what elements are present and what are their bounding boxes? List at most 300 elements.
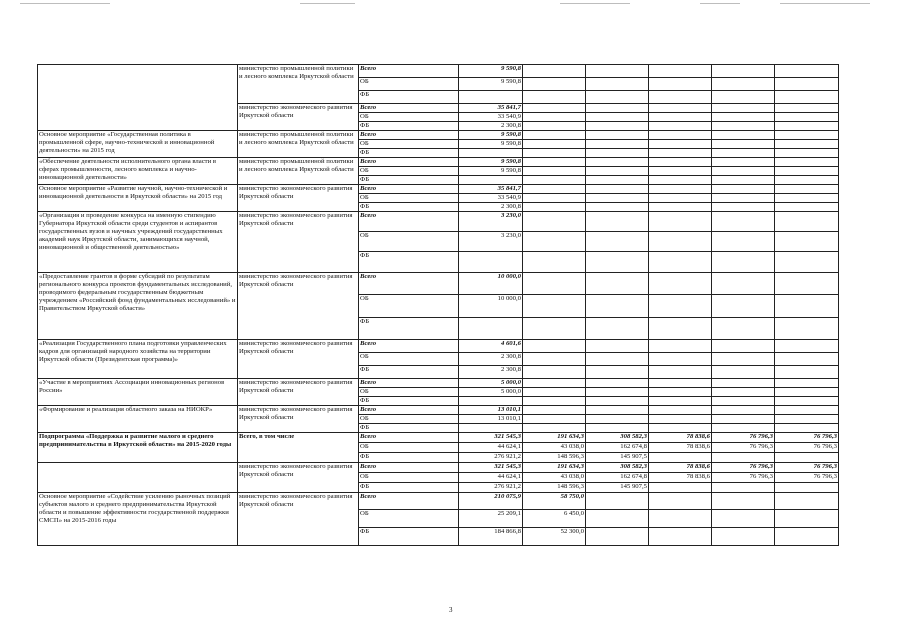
table-row: [38, 212, 839, 232]
activity-name: [38, 65, 238, 131]
amount-cell: [712, 415, 775, 424]
amount-cell: [523, 203, 586, 212]
amount-cell: [586, 397, 649, 406]
activity-name: «Предоставление грантов в форме субсидий по результатам регионального конкурса проектов фундаментальных исследований, проводимого федеральным государственным бюджетным учреждением «Российский фонд фундаментальных исследований» и Правительством Иркутской области»: [38, 273, 238, 340]
amount-cell: [523, 212, 586, 232]
funding-source: ФБ: [359, 149, 459, 158]
amount-cell: [523, 176, 586, 185]
amount-cell: [649, 176, 712, 185]
amount-cell: [649, 113, 712, 122]
amount-cell: [523, 194, 586, 203]
activity-name: [38, 463, 238, 493]
amount-cell: 308 582,3: [586, 433, 649, 443]
amount-cell: [712, 273, 775, 295]
amount-cell: [523, 167, 586, 176]
amount-cell: 321 545,3: [459, 433, 523, 443]
amount-cell: 44 624,1: [459, 443, 523, 453]
amount-cell: 9 590,8: [459, 167, 523, 176]
amount-cell: 76 796,3: [775, 463, 839, 473]
activity-name: «Организация и проведение конкурса на именную стипендию Губернатора Иркутской области среди студентов и аспирантов государственных вузов и научных учреждений государственных академий наук Иркутской области, занимающихся научной, инновационной и общественной деятельностью»: [38, 212, 238, 273]
amount-cell: [712, 91, 775, 104]
amount-cell: [649, 366, 712, 379]
funding-source: ФБ: [359, 397, 459, 406]
amount-cell: 9 590,8: [459, 140, 523, 149]
amount-cell: [712, 366, 775, 379]
amount-cell: [649, 65, 712, 78]
amount-cell: [775, 167, 839, 176]
amount-cell: [775, 493, 839, 510]
funding-source: Всего: [359, 406, 459, 415]
amount-cell: [775, 113, 839, 122]
amount-cell: 43 038,0: [523, 443, 586, 453]
amount-cell: [649, 252, 712, 273]
amount-cell: [523, 185, 586, 194]
amount-cell: [586, 203, 649, 212]
amount-cell: [649, 379, 712, 388]
funding-source: Всего: [359, 158, 459, 167]
budget-table: [37, 64, 839, 546]
amount-cell: [712, 149, 775, 158]
amount-cell: [586, 295, 649, 318]
amount-cell: [712, 379, 775, 388]
amount-cell: [775, 295, 839, 318]
amount-cell: [649, 415, 712, 424]
amount-cell: [523, 353, 586, 366]
amount-cell: [712, 122, 775, 131]
funding-source: ФБ: [359, 424, 459, 433]
amount-cell: 78 838,6: [649, 463, 712, 473]
funding-source: ФБ: [359, 122, 459, 131]
amount-cell: [586, 406, 649, 415]
funding-source: ФБ: [359, 252, 459, 273]
activity-name: «Обеспечение деятельности исполнительного органа власти в сферах промышленности, лесного комплекса и научно-инновационной деятельности»: [38, 158, 238, 185]
amount-cell: [459, 91, 523, 104]
amount-cell: [712, 295, 775, 318]
funding-source: ОБ: [359, 353, 459, 366]
funding-source: ОБ: [359, 194, 459, 203]
amount-cell: [775, 203, 839, 212]
amount-cell: 58 750,0: [523, 493, 586, 510]
amount-cell: [523, 318, 586, 340]
amount-cell: 308 582,3: [586, 463, 649, 473]
amount-cell: [712, 453, 775, 463]
funding-source: Всего: [359, 340, 459, 353]
activity-name: «Участие в мероприятиях Ассоциации инновационных регионов России»: [38, 379, 238, 406]
amount-cell: 276 921,2: [459, 483, 523, 493]
amount-cell: [649, 167, 712, 176]
amount-cell: [459, 149, 523, 158]
amount-cell: 13 010,1: [459, 415, 523, 424]
amount-cell: [649, 510, 712, 528]
funding-source: Всего: [359, 104, 459, 113]
funding-source: Всего: [359, 65, 459, 78]
amount-cell: 25 209,1: [459, 510, 523, 528]
amount-cell: 6 450,0: [523, 510, 586, 528]
amount-cell: [775, 366, 839, 379]
amount-cell: 3 230,0: [459, 212, 523, 232]
amount-cell: [649, 158, 712, 167]
amount-cell: [586, 131, 649, 140]
amount-cell: 76 796,3: [712, 463, 775, 473]
table-row: [38, 340, 839, 353]
amount-cell: [775, 424, 839, 433]
amount-cell: [523, 122, 586, 131]
amount-cell: [523, 366, 586, 379]
amount-cell: 76 796,3: [712, 443, 775, 453]
amount-cell: [586, 194, 649, 203]
funding-source: ОБ: [359, 443, 459, 453]
amount-cell: [712, 252, 775, 273]
activity-name: Основное мероприятие «Содействие усилению рыночных позиций субъектов малого и среднего предпринимательства Иркутской области и повышение эффективности государственной поддержки СМСП» на 2015-2016 годы: [38, 493, 238, 546]
amount-cell: [712, 194, 775, 203]
amount-cell: [712, 232, 775, 252]
funding-source: ОБ: [359, 473, 459, 483]
funding-source: ОБ: [359, 415, 459, 424]
amount-cell: [775, 252, 839, 273]
amount-cell: [523, 379, 586, 388]
amount-cell: [775, 397, 839, 406]
amount-cell: [586, 528, 649, 546]
amount-cell: [712, 113, 775, 122]
amount-cell: [649, 406, 712, 415]
amount-cell: 191 634,3: [523, 463, 586, 473]
responsible-executor: министерство экономического развития Иркутской области: [238, 273, 359, 340]
funding-source: ОБ: [359, 167, 459, 176]
amount-cell: 76 796,3: [775, 433, 839, 443]
responsible-executor: министерство экономического развития Иркутской области: [238, 185, 359, 212]
amount-cell: [712, 185, 775, 194]
amount-cell: 33 540,9: [459, 194, 523, 203]
responsible-executor: министерство экономического развития Иркутской области: [238, 406, 359, 433]
amount-cell: 35 841,7: [459, 185, 523, 194]
amount-cell: [775, 212, 839, 232]
amount-cell: [775, 232, 839, 252]
amount-cell: [649, 353, 712, 366]
amount-cell: [775, 379, 839, 388]
funding-source: Всего: [359, 433, 459, 443]
amount-cell: [586, 366, 649, 379]
amount-cell: [775, 388, 839, 397]
amount-cell: [586, 158, 649, 167]
amount-cell: [523, 91, 586, 104]
amount-cell: [775, 185, 839, 194]
amount-cell: [712, 131, 775, 140]
amount-cell: [523, 406, 586, 415]
amount-cell: 13 010,1: [459, 406, 523, 415]
amount-cell: 148 596,3: [523, 453, 586, 463]
amount-cell: 5 000,0: [459, 388, 523, 397]
funding-source: Всего: [359, 212, 459, 232]
responsible-executor: министерство экономического развития Иркутской области: [238, 340, 359, 379]
amount-cell: [775, 273, 839, 295]
amount-cell: [586, 65, 649, 78]
amount-cell: 321 545,3: [459, 463, 523, 473]
responsible-executor: министерство экономического развития Иркутской области: [238, 212, 359, 273]
amount-cell: [586, 232, 649, 252]
amount-cell: [586, 78, 649, 91]
amount-cell: [775, 176, 839, 185]
amount-cell: [649, 340, 712, 353]
amount-cell: 210 075,9: [459, 493, 523, 510]
funding-source: ОБ: [359, 140, 459, 149]
amount-cell: [775, 65, 839, 78]
funding-source: ОБ: [359, 510, 459, 528]
responsible-executor: министерство экономического развития Иркутской области: [238, 379, 359, 406]
funding-source: ОБ: [359, 295, 459, 318]
amount-cell: [586, 104, 649, 113]
funding-source: ОБ: [359, 113, 459, 122]
amount-cell: [649, 483, 712, 493]
amount-cell: [775, 528, 839, 546]
amount-cell: [649, 273, 712, 295]
table-row: [38, 493, 839, 510]
amount-cell: [649, 232, 712, 252]
amount-cell: [523, 104, 586, 113]
amount-cell: [712, 318, 775, 340]
amount-cell: [523, 397, 586, 406]
amount-cell: [586, 388, 649, 397]
funding-source: ФБ: [359, 176, 459, 185]
amount-cell: [775, 131, 839, 140]
activity-name: «Реализация Государственного плана подготовки управленческих кадров для организаций народного хозяйства на территории Иркутской области (Президентская программа)»: [38, 340, 238, 379]
budget-table-body: [38, 65, 839, 546]
funding-source: ФБ: [359, 453, 459, 463]
amount-cell: [649, 91, 712, 104]
funding-source: Всего: [359, 463, 459, 473]
table-row: [38, 65, 839, 78]
amount-cell: 76 796,3: [775, 473, 839, 483]
amount-cell: [586, 149, 649, 158]
amount-cell: 78 838,6: [649, 473, 712, 483]
amount-cell: [775, 483, 839, 493]
amount-cell: 2 300,8: [459, 122, 523, 131]
amount-cell: [523, 424, 586, 433]
amount-cell: [459, 424, 523, 433]
amount-cell: [775, 453, 839, 463]
amount-cell: [649, 149, 712, 158]
funding-source: ФБ: [359, 528, 459, 546]
funding-source: ОБ: [359, 232, 459, 252]
amount-cell: 76 796,3: [712, 433, 775, 443]
table-row: [38, 379, 839, 388]
amount-cell: [712, 65, 775, 78]
activity-name: Основное мероприятие «Развитие научной, научно-технической и инновационной деятельности в Иркутской области» на 2015 год: [38, 185, 238, 212]
responsible-executor: Всего, в том числе: [238, 433, 359, 463]
amount-cell: [586, 424, 649, 433]
amount-cell: [649, 397, 712, 406]
amount-cell: 78 838,6: [649, 443, 712, 453]
amount-cell: [712, 140, 775, 149]
amount-cell: 76 796,3: [712, 473, 775, 483]
amount-cell: 5 000,0: [459, 379, 523, 388]
amount-cell: [649, 203, 712, 212]
amount-cell: [712, 493, 775, 510]
amount-cell: [649, 185, 712, 194]
amount-cell: [712, 388, 775, 397]
amount-cell: [523, 415, 586, 424]
amount-cell: [712, 353, 775, 366]
amount-cell: [712, 528, 775, 546]
amount-cell: [586, 252, 649, 273]
amount-cell: [649, 194, 712, 203]
funding-source: Всего: [359, 493, 459, 510]
amount-cell: [586, 140, 649, 149]
funding-source: ФБ: [359, 91, 459, 104]
amount-cell: 33 540,9: [459, 113, 523, 122]
amount-cell: [775, 415, 839, 424]
funding-source: Всего: [359, 131, 459, 140]
activity-name: Подпрограмма «Поддержка и развитие малого и среднего предпринимательства в Иркутской области» на 2015-2020 годы: [38, 433, 238, 463]
amount-cell: [649, 528, 712, 546]
amount-cell: [712, 212, 775, 232]
amount-cell: 44 624,1: [459, 473, 523, 483]
amount-cell: [775, 353, 839, 366]
responsible-executor: министерство промышленной политики и лесного комплекса Иркутской области: [238, 131, 359, 158]
amount-cell: [459, 176, 523, 185]
amount-cell: [586, 510, 649, 528]
responsible-executor: министерство экономического развития Иркутской области: [238, 493, 359, 546]
amount-cell: [775, 158, 839, 167]
amount-cell: [586, 176, 649, 185]
funding-source: ОБ: [359, 388, 459, 397]
funding-source: ОБ: [359, 78, 459, 91]
amount-cell: 78 838,6: [649, 433, 712, 443]
amount-cell: 145 907,5: [586, 483, 649, 493]
amount-cell: [712, 424, 775, 433]
amount-cell: 35 841,7: [459, 104, 523, 113]
amount-cell: [459, 397, 523, 406]
table-row: [38, 406, 839, 415]
amount-cell: [586, 185, 649, 194]
amount-cell: [649, 104, 712, 113]
amount-cell: [649, 424, 712, 433]
amount-cell: [775, 91, 839, 104]
amount-cell: 10 000,0: [459, 295, 523, 318]
amount-cell: [523, 140, 586, 149]
amount-cell: [586, 379, 649, 388]
funding-source: Всего: [359, 185, 459, 194]
amount-cell: 3 230,0: [459, 232, 523, 252]
funding-source: ФБ: [359, 318, 459, 340]
amount-cell: 184 866,8: [459, 528, 523, 546]
funding-source: ФБ: [359, 483, 459, 493]
amount-cell: [649, 453, 712, 463]
amount-cell: [712, 104, 775, 113]
amount-cell: [523, 131, 586, 140]
amount-cell: [586, 122, 649, 131]
amount-cell: [712, 340, 775, 353]
amount-cell: [586, 493, 649, 510]
responsible-executor: министерство промышленной политики и лесного комплекса Иркутской области: [238, 65, 359, 104]
amount-cell: [586, 353, 649, 366]
amount-cell: [523, 232, 586, 252]
amount-cell: [649, 140, 712, 149]
amount-cell: 2 300,8: [459, 203, 523, 212]
amount-cell: 9 590,8: [459, 131, 523, 140]
amount-cell: [775, 78, 839, 91]
funding-source: ФБ: [359, 366, 459, 379]
amount-cell: [523, 273, 586, 295]
amount-cell: 162 674,8: [586, 443, 649, 453]
responsible-executor: министерство промышленной политики и лесного комплекса Иркутской области: [238, 158, 359, 185]
table-row: [38, 185, 839, 194]
amount-cell: [649, 318, 712, 340]
amount-cell: 43 038,0: [523, 473, 586, 483]
amount-cell: [775, 318, 839, 340]
amount-cell: [712, 158, 775, 167]
amount-cell: [586, 415, 649, 424]
amount-cell: [649, 493, 712, 510]
amount-cell: [586, 318, 649, 340]
amount-cell: 2 300,8: [459, 366, 523, 379]
amount-cell: [649, 295, 712, 318]
amount-cell: [586, 340, 649, 353]
amount-cell: 52 300,0: [523, 528, 586, 546]
amount-cell: [775, 122, 839, 131]
activity-name: «Формирование и реализация областного заказа на НИОКР»: [38, 406, 238, 433]
amount-cell: [523, 78, 586, 91]
page-number: 3: [449, 606, 453, 614]
amount-cell: [649, 131, 712, 140]
amount-cell: [649, 388, 712, 397]
amount-cell: [712, 203, 775, 212]
funding-source: Всего: [359, 273, 459, 295]
amount-cell: 148 596,3: [523, 483, 586, 493]
amount-cell: [523, 113, 586, 122]
amount-cell: [523, 295, 586, 318]
table-row: [38, 273, 839, 295]
table-row: [38, 433, 839, 443]
amount-cell: [586, 167, 649, 176]
amount-cell: [586, 113, 649, 122]
amount-cell: 191 634,3: [523, 433, 586, 443]
amount-cell: [523, 158, 586, 167]
amount-cell: [712, 176, 775, 185]
table-row: [38, 463, 839, 473]
amount-cell: [712, 78, 775, 91]
amount-cell: [775, 406, 839, 415]
top-scan-marks: [0, 0, 905, 8]
amount-cell: [649, 78, 712, 91]
amount-cell: [775, 194, 839, 203]
amount-cell: 162 674,8: [586, 473, 649, 483]
amount-cell: 10 000,0: [459, 273, 523, 295]
amount-cell: [649, 212, 712, 232]
amount-cell: [775, 149, 839, 158]
amount-cell: 2 300,8: [459, 353, 523, 366]
amount-cell: [459, 318, 523, 340]
amount-cell: 9 590,8: [459, 78, 523, 91]
amount-cell: [775, 140, 839, 149]
amount-cell: [712, 510, 775, 528]
activity-name: Основное мероприятие «Государственная политика в промышленной сфере, научно-технической и инновационной деятельности» на 2015 год: [38, 131, 238, 158]
amount-cell: 4 601,6: [459, 340, 523, 353]
responsible-executor: министерство экономического развития Иркутской области: [238, 463, 359, 493]
responsible-executor: министерство экономического развития Иркутской области: [238, 104, 359, 131]
amount-cell: 9 590,8: [459, 158, 523, 167]
amount-cell: [712, 397, 775, 406]
table-row: [38, 158, 839, 167]
amount-cell: [459, 252, 523, 273]
amount-cell: 276 921,2: [459, 453, 523, 463]
amount-cell: 145 907,5: [586, 453, 649, 463]
amount-cell: [775, 510, 839, 528]
funding-source: Всего: [359, 379, 459, 388]
amount-cell: 76 796,3: [775, 443, 839, 453]
amount-cell: [523, 388, 586, 397]
amount-cell: [775, 340, 839, 353]
funding-source: ФБ: [359, 203, 459, 212]
